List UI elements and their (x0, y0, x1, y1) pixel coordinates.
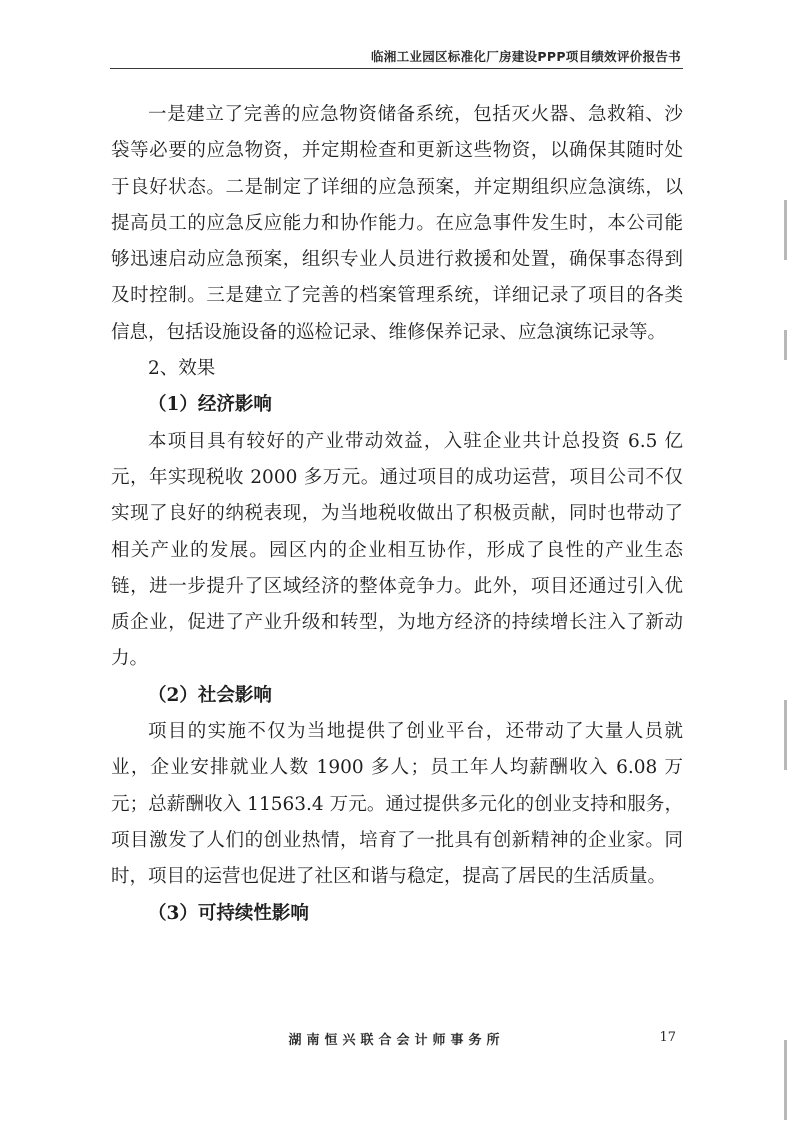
paragraph-economic-impact: 本项目具有较好的产业带动效益，入驻企业共计总投资 6.5 亿元，年实现税收 2000 多万元。通过项目的成功运营，项目公司不仅实现了良好的纳税表现，为当地税收做出了积极贡献，同时也带动了相关产业的发展。园区内的企业相互协作，形成了良性的产业生态链，进一步提升了区域经济的整体竞争力。此外，项目还通过引入优质企业，促进了产业升级和转型，为地方经济的持续增长注入了新动力。 (111, 430, 683, 670)
header-rule (110, 68, 683, 69)
scan-margin-mark (784, 1040, 787, 1120)
scan-margin-mark (784, 700, 787, 770)
paragraph-emergency-measures: 一是建立了完善的应急物资储备系统，包括灭火器、急救箱、沙袋等必要的应急物资，并定期检查和更新这些物资，以确保其随时处于良好状态。二是制定了详细的应急预案，并定期组织应急演练，以提高员工的应急反应能力和协作能力。在应急事件发生时，本公司能够迅速启动应急预案，组织专业人员进行救援和处置，确保事态得到及时控制。三是建立了完善的档案管理系统，详细记录了项目的各类信息，包括设施设备的巡检记录、维修保养记录、应急演练记录等。 (111, 104, 683, 343)
page-number: 17 (659, 1030, 676, 1045)
heading-economic-impact: （1）经济影响 (148, 394, 272, 416)
heading-social-impact: （2）社会影响 (148, 684, 272, 706)
paragraph-social-impact: 项目的实施不仅为当地提供了创业平台，还带动了大量人员就业，企业安排就业人数 1900 多人；员工年人均薪酬收入 6.08 万元；总薪酬收入 11563.4 万元。通过提供多元化的创业支持和服务，项目激发了人们的创业热情，培育了一批具有创新精神的企业家。同时，项目的运营也促进了社区和谐与稳定，提高了居民的生活质量。 (111, 721, 683, 888)
header-title: 临湘工业园区标准化厂房建设PPP项目绩效评价报告书 (371, 49, 681, 64)
footer-organization: 湖南恒兴联合会计师事务所 (288, 1033, 505, 1048)
scan-margin-mark (784, 200, 787, 260)
scan-margin-mark (784, 330, 787, 360)
heading-sustainability-impact: （3）可持续性影响 (148, 902, 309, 924)
heading-effect: 2、效果 (148, 358, 216, 380)
body-text (111, 97, 683, 932)
